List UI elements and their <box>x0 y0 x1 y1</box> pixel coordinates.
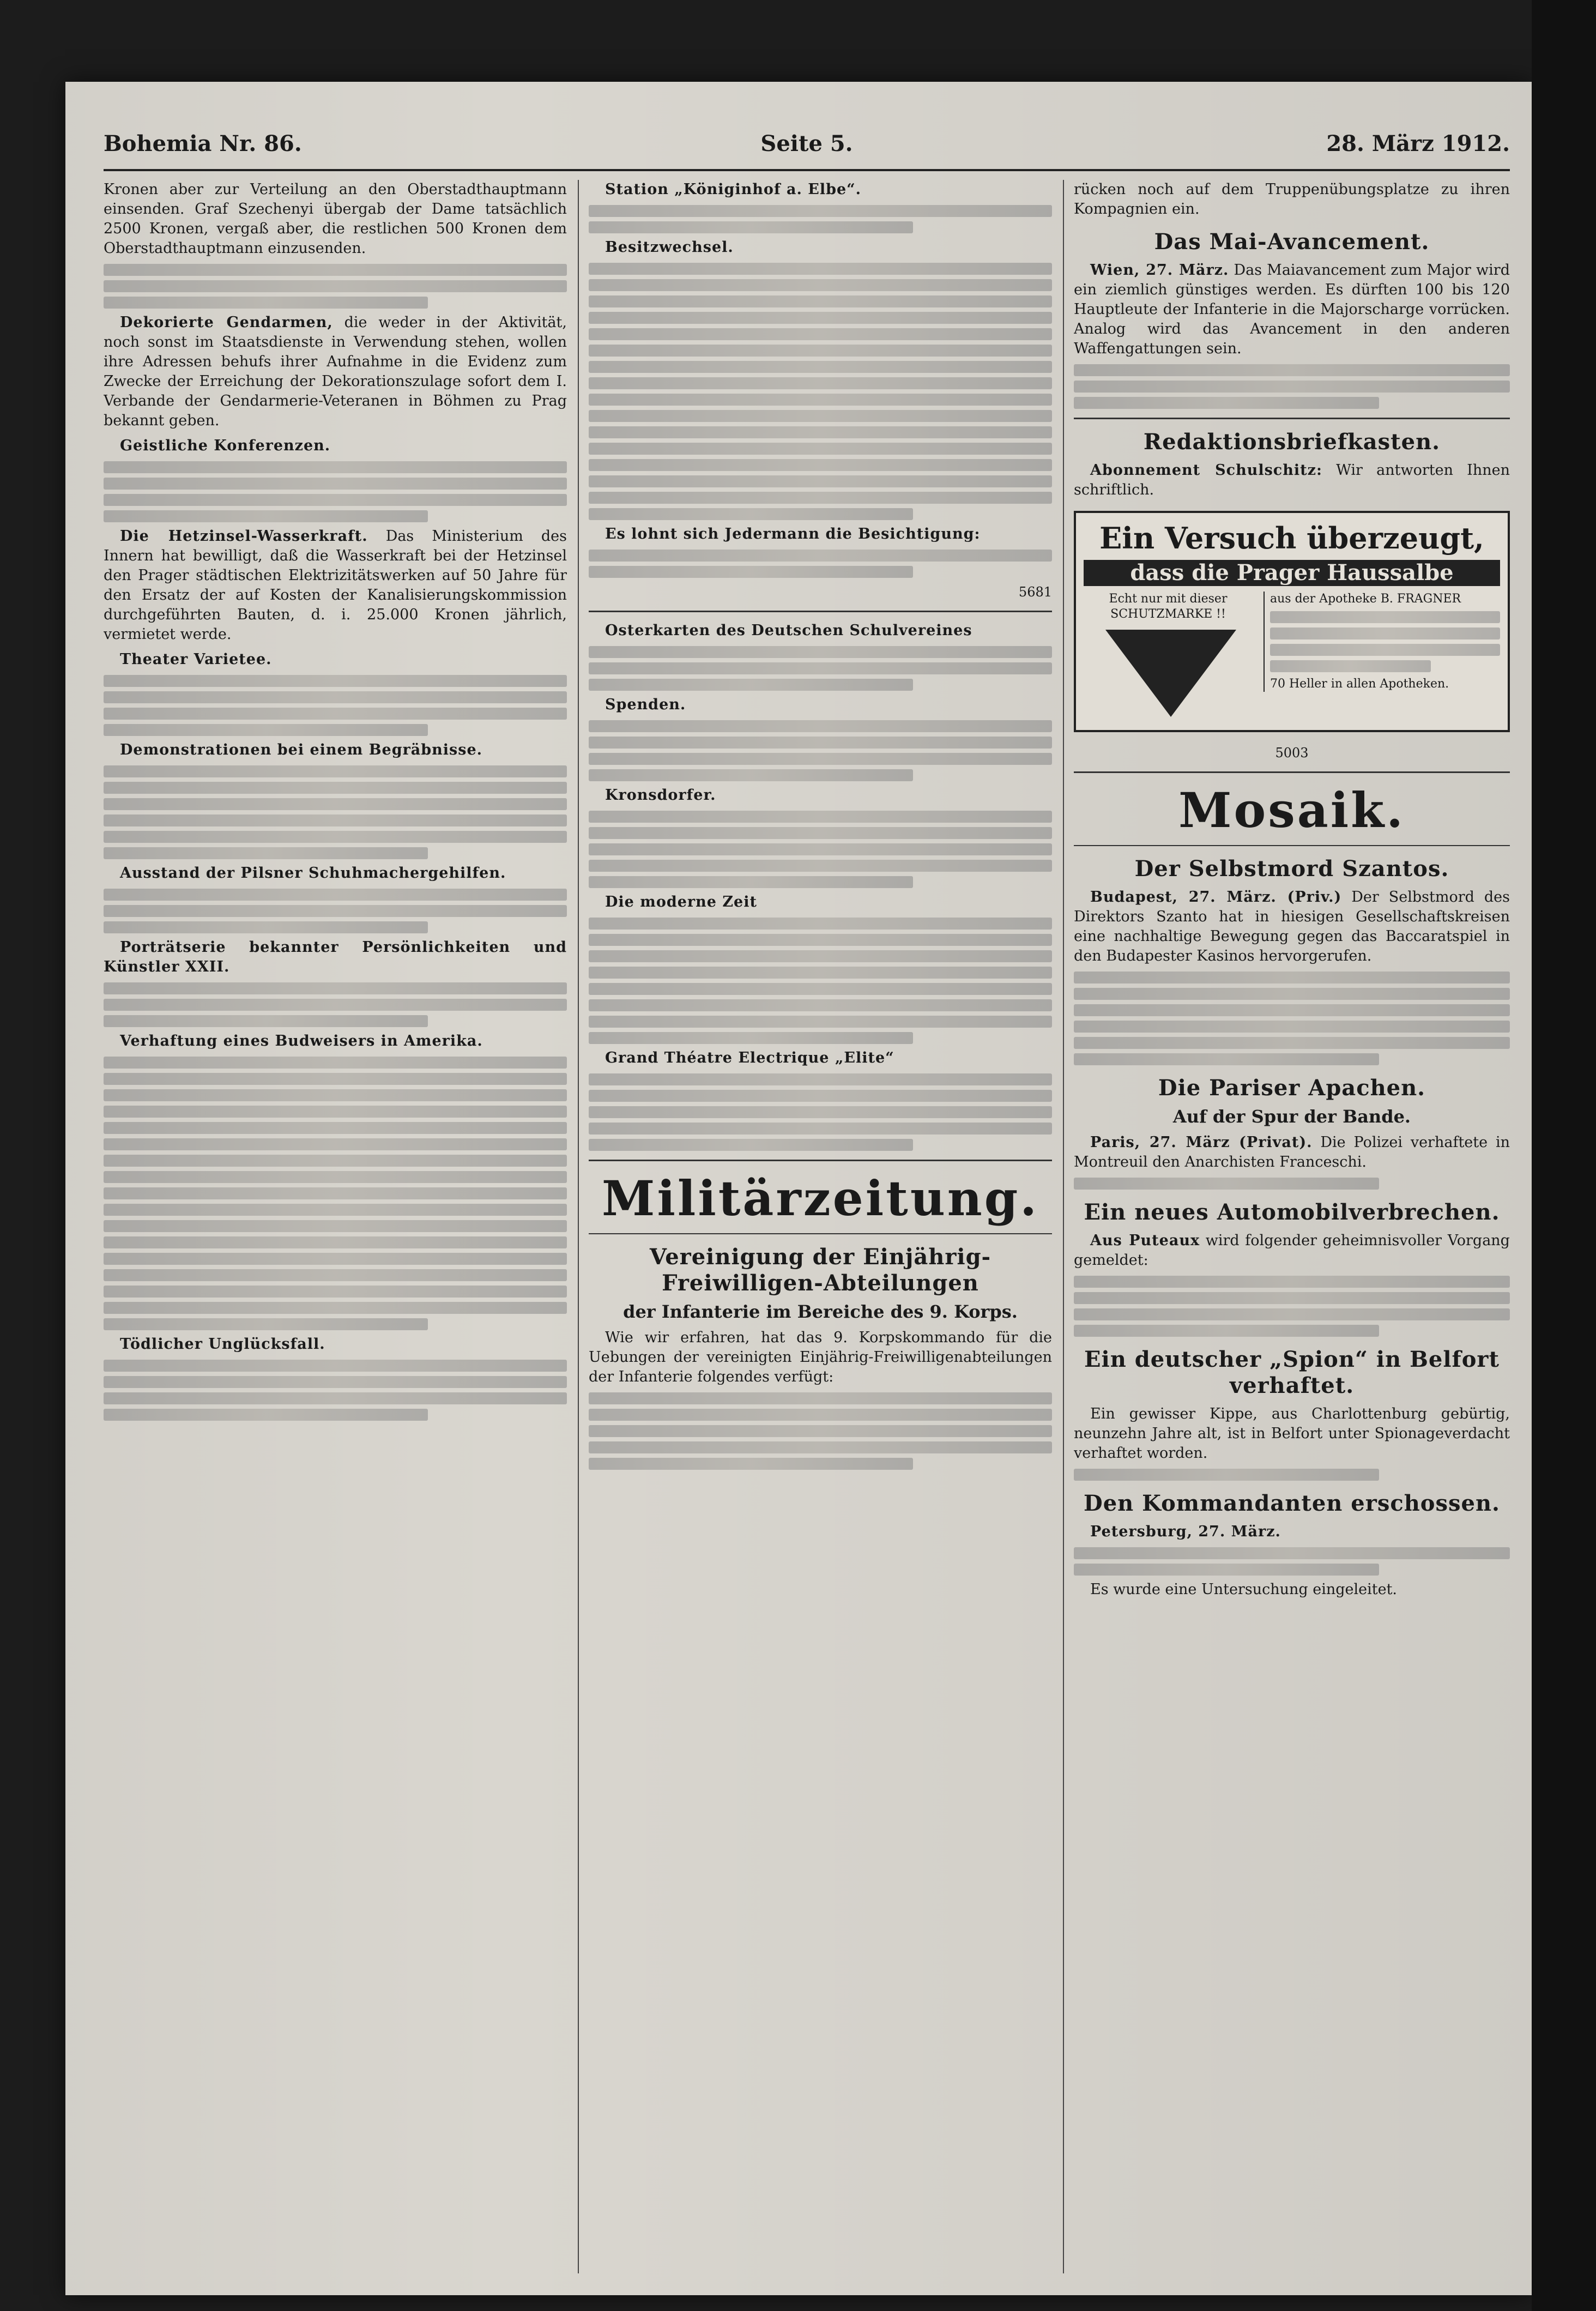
illegible-text <box>589 492 1052 504</box>
article-text: Ein gewisser Kippe, aus Charlottenburg gebürtig, neunzehn Jahre alt, ist in Belfort unter Spionageverdacht verhaftet worden. <box>1074 1405 1510 1462</box>
illegible-text <box>104 814 567 826</box>
ad-price: 70 Heller in allen Apotheken. <box>1270 677 1449 691</box>
illegible-text <box>589 1073 1052 1085</box>
article-lead: Dekorierte Gendarmen, <box>120 314 333 331</box>
scan-edge <box>1532 0 1596 2311</box>
illegible-text <box>1270 627 1500 639</box>
article-text: Das Ministerium des Innern hat bewilligt, daß die Wasserkraft bei der Hetzinsel den Prager städtischen Elektrizitätswerken auf 50 Jahre für den Ersatz der auf Kosten der Kanalisierungskommission durchgeführten Bauten, d. i. 25.000 Kronen jährlich, vermietet werde. <box>104 528 567 643</box>
illegible-text <box>589 1090 1052 1102</box>
section-divider <box>589 611 1052 612</box>
illegible-text <box>589 345 1052 357</box>
illegible-text <box>104 1015 428 1027</box>
ad-number: 5681 <box>1018 584 1052 600</box>
article-lead: Theater Varietee. <box>120 651 272 668</box>
illegible-text <box>589 753 1052 765</box>
article-text: die weder in der Aktivität, noch sonst im Staatsdienste in Verwendung stehen, wollen ihre Adressen behufs ihrer Aufnahme in die Evidenz zum Zwecke der Erreichung der Dekorationszulage sofort dem I. Verbande der Gendarmerie-Veteranen in Böhmen zu Prag bekannt geben. <box>104 314 567 429</box>
illegible-text <box>589 737 1052 749</box>
illegible-text <box>104 999 567 1011</box>
section-divider <box>589 1233 1052 1234</box>
illegible-text <box>104 1089 567 1101</box>
ad-title: Ein Versuch überzeugt, <box>1099 521 1484 556</box>
illegible-text <box>104 1302 567 1314</box>
article-lead: Grand Théatre Electrique „Elite“ <box>605 1049 894 1066</box>
article-lead: Wien, 27. März. <box>1090 262 1229 279</box>
article-lead: Ausstand der Pilsner Schuhmachergehilfen. <box>120 865 506 882</box>
illegible-text <box>589 843 1052 855</box>
article-lead: Kronsdorfer. <box>605 787 716 804</box>
illegible-text <box>589 566 913 578</box>
illegible-text <box>589 918 1052 930</box>
article-paragraph <box>104 1335 567 1354</box>
illegible-text <box>104 1236 567 1248</box>
illegible-text <box>104 1204 567 1216</box>
section-divider <box>589 1160 1052 1161</box>
illegible-text <box>589 934 1052 946</box>
illegible-text <box>589 646 1052 658</box>
illegible-text <box>1074 988 1510 1000</box>
ad-trademark-note: Echt nur mit dieser SCHUTZMARKE !! <box>1109 592 1228 621</box>
article-lead: Paris, 27. März (Privat). <box>1090 1134 1313 1151</box>
article-paragraph <box>589 180 1052 200</box>
illegible-text <box>104 831 567 843</box>
article-lead: Besitzwechsel. <box>605 239 734 256</box>
illegible-text <box>104 494 567 506</box>
illegible-text <box>104 1360 567 1372</box>
article-lead: Die moderne Zeit <box>605 894 757 910</box>
illegible-text <box>1074 1053 1379 1065</box>
illegible-text <box>1074 1037 1510 1049</box>
section-divider <box>1074 845 1510 846</box>
article-text: Es wurde eine Untersuchung eingeleitet. <box>1090 1581 1398 1598</box>
article-lead: Aus Puteaux <box>1090 1232 1200 1249</box>
illegible-text <box>1270 611 1500 623</box>
section-title-mosaik: Mosaik. <box>1178 782 1405 838</box>
article-headline: Die Pariser Apachen. <box>1158 1075 1426 1101</box>
article-lead: Budapest, 27. März. (Priv.) <box>1090 889 1342 906</box>
article-paragraph <box>104 650 567 669</box>
illegible-text <box>104 297 428 309</box>
article-headline: Ein deutscher „Spion“ in Belfort verhaftet. <box>1084 1347 1500 1398</box>
issue-date: 28. März 1912. <box>1326 131 1510 156</box>
illegible-text <box>104 1318 428 1330</box>
illegible-text <box>1074 972 1510 983</box>
illegible-text <box>589 295 1052 307</box>
illegible-text <box>589 1123 1052 1135</box>
illegible-text <box>1074 1276 1510 1288</box>
illegible-text <box>1074 1292 1510 1304</box>
illegible-text <box>589 662 1052 674</box>
illegible-text <box>104 724 428 736</box>
illegible-text <box>1074 381 1510 393</box>
illegible-text <box>589 1425 1052 1437</box>
article-headline: Den Kommandanten erschossen. <box>1084 1491 1500 1516</box>
illegible-text <box>104 765 567 777</box>
article-headline: Der Selbstmord Szantos. <box>1134 856 1449 882</box>
column-2 <box>589 180 1052 2273</box>
illegible-text <box>104 1106 567 1118</box>
illegible-text <box>589 328 1052 340</box>
ad-body <box>1084 592 1500 722</box>
article-text: Wir antworten Ihnen schriftlich. <box>1074 462 1510 498</box>
section-divider <box>1074 418 1510 419</box>
illegible-text <box>1270 660 1431 672</box>
illegible-text <box>589 443 1052 455</box>
article-paragraph <box>589 238 1052 257</box>
illegible-text <box>589 394 1052 406</box>
column-1 <box>104 180 567 2273</box>
article-paragraph <box>589 621 1052 641</box>
illegible-text <box>1270 644 1500 656</box>
ad-number: 5003 <box>1275 745 1309 761</box>
illegible-text <box>589 361 1052 373</box>
article-lead: Osterkarten des Deutschen Schulvereines <box>605 622 972 639</box>
ad-text <box>1264 592 1500 692</box>
illegible-text <box>104 1269 567 1281</box>
illegible-text <box>589 550 1052 562</box>
article-lead: Tödlicher Unglücksfall. <box>120 1336 325 1353</box>
illegible-text <box>104 280 567 292</box>
illegible-text <box>589 312 1052 324</box>
illegible-text <box>1074 1004 1510 1016</box>
article-headline: Ein neues Automobilverbrechen. <box>1084 1199 1500 1225</box>
column-rule <box>578 180 579 2273</box>
masthead-issue: Bohemia Nr. 86. <box>104 131 302 156</box>
illegible-text <box>1074 1308 1510 1320</box>
article-paragraph <box>104 864 567 883</box>
illegible-text <box>589 860 1052 872</box>
illegible-text <box>104 1376 567 1388</box>
illegible-text <box>1074 1469 1379 1481</box>
illegible-text <box>589 679 913 691</box>
illegible-text <box>1074 1547 1510 1559</box>
illegible-text <box>1074 1178 1379 1190</box>
article-text: rücken noch auf dem Truppenübungsplatze zu ihren Kompagnien ein. <box>1074 181 1510 218</box>
illegible-text <box>589 508 913 520</box>
illegible-text <box>104 1220 567 1232</box>
trademark-triangle-icon <box>1105 630 1236 717</box>
illegible-text <box>589 811 1052 823</box>
illegible-text <box>589 1016 1052 1028</box>
illegible-text <box>104 691 567 703</box>
article-paragraph <box>589 892 1052 912</box>
article-paragraph <box>104 1031 567 1051</box>
article-lead: Abonnement Schulschitz: <box>1090 462 1322 479</box>
article-paragraph <box>104 436 567 456</box>
section-divider <box>1074 771 1510 773</box>
article-lead: Es lohnt sich Jedermann die Besichtigung: <box>605 526 981 542</box>
illegible-text <box>104 847 428 859</box>
illegible-text <box>589 769 913 781</box>
illegible-text <box>104 1409 428 1421</box>
illegible-text <box>104 982 567 994</box>
illegible-text <box>104 1171 567 1183</box>
article-headline: Vereinigung der Einjährig-Freiwilligen-Abteilungen <box>649 1244 992 1296</box>
illegible-text <box>1074 1325 1379 1337</box>
illegible-text <box>589 279 1052 291</box>
illegible-text <box>589 1139 913 1151</box>
ad-band: dass die Prager Haussalbe <box>1084 560 1500 586</box>
article-paragraph <box>589 695 1052 715</box>
illegible-text <box>104 1286 567 1298</box>
illegible-text <box>104 264 567 276</box>
illegible-text <box>104 708 567 720</box>
article-lead: Verhaftung eines Budweisers in Amerika. <box>120 1033 483 1049</box>
article-paragraph <box>589 524 1052 544</box>
article-text: wird folgender geheimnisvoller Vorgang gemeldet: <box>1074 1232 1510 1269</box>
page-number: Seite 5. <box>760 131 853 156</box>
illegible-text <box>589 426 1052 438</box>
illegible-text <box>104 1392 567 1404</box>
illegible-text <box>589 1392 1052 1404</box>
article-lead: Station „Königinhof a. Elbe“. <box>605 181 862 198</box>
illegible-text <box>104 798 567 810</box>
illegible-text <box>589 221 913 233</box>
illegible-text <box>589 263 1052 275</box>
article-headline: Das Mai-Avancement. <box>1154 229 1430 255</box>
illegible-text <box>589 459 1052 471</box>
illegible-text <box>589 410 1052 422</box>
article-lead: Spenden. <box>605 696 686 713</box>
illegible-text <box>589 720 1052 732</box>
illegible-text <box>589 377 1052 389</box>
article-text: Das Maiavancement zum Major wird ein ziemlich günstiges werden. Es dürften 100 bis 120 Hauptleute der Infanterie in die Majorscharge vorrücken. Analog wird das Avancement in den anderen Waffengattungen sein. <box>1074 262 1510 357</box>
article-text: Die Polizei verhaftete in Montreuil den Anarchisten Franceschi. <box>1074 1134 1510 1170</box>
illegible-text <box>589 1032 913 1044</box>
column-3 <box>1074 180 1510 2273</box>
illegible-text <box>589 1458 913 1470</box>
illegible-text <box>104 889 567 901</box>
article-text: Wie wir erfahren, hat das 9. Korpskommando für die Uebungen der vereinigten Einjährig-Freiwilligenabteilungen der Infanterie folgendes verfügt: <box>589 1329 1052 1385</box>
illegible-text <box>104 921 428 933</box>
illegible-text <box>589 876 913 888</box>
illegible-text <box>589 1409 1052 1421</box>
illegible-text <box>1074 364 1510 376</box>
illegible-text <box>589 827 1052 839</box>
illegible-text <box>104 478 567 490</box>
article-paragraph <box>1074 261 1510 359</box>
article-paragraph <box>1074 1522 1510 1542</box>
article-lead: Petersburg, 27. März. <box>1090 1523 1281 1540</box>
illegible-text <box>104 1253 567 1265</box>
article-headline: Redaktionsbriefkasten. <box>1143 429 1441 455</box>
article-text: Kronen aber zur Verteilung an den Oberstadthauptmann einsenden. Graf Szechenyi übergab der Dame tatsächlich 2500 Kronen, vergaß aber, die restlichen 500 Kronen dem Oberstadthauptmann einzusenden. <box>104 181 567 257</box>
article-paragraph <box>104 313 567 431</box>
illegible-text <box>1074 1021 1510 1033</box>
article-paragraph <box>104 527 567 644</box>
article-paragraph <box>589 786 1052 805</box>
illegible-text <box>589 983 1052 995</box>
illegible-text <box>104 1073 567 1085</box>
illegible-text <box>589 950 1052 962</box>
section-title-militaerzeitung: Militärzeitung. <box>602 1170 1039 1227</box>
column-rule <box>1063 180 1064 2273</box>
article-paragraph <box>104 938 567 977</box>
article-lead: Porträtserie bekannter Persönlichkeiten und Künstler XXII. <box>104 939 567 975</box>
page-header <box>104 125 1510 171</box>
ad-pharmacy: aus der Apotheke B. FRAGNER <box>1270 592 1461 606</box>
illegible-text <box>104 782 567 794</box>
article-paragraph <box>1074 1133 1510 1172</box>
illegible-text <box>104 510 428 522</box>
newspaper-page <box>65 82 1532 2295</box>
illegible-text <box>104 461 567 473</box>
article-paragraph <box>1074 1231 1510 1270</box>
article-paragraph <box>1074 888 1510 966</box>
advertisement-haussalbe <box>1074 511 1510 732</box>
illegible-text <box>104 1138 567 1150</box>
illegible-text <box>589 1441 1052 1453</box>
illegible-text <box>1074 397 1379 409</box>
article-paragraph <box>1074 461 1510 500</box>
article-subheadline: der Infanterie im Bereiche des 9. Korps. <box>623 1301 1018 1322</box>
illegible-text <box>104 675 567 687</box>
illegible-text <box>589 1106 1052 1118</box>
illegible-text <box>104 1187 567 1199</box>
article-lead: Geistliche Konferenzen. <box>120 437 331 454</box>
illegible-text <box>589 999 1052 1011</box>
illegible-text <box>589 967 1052 979</box>
article-subheadline: Auf der Spur der Bande. <box>1172 1106 1411 1127</box>
illegible-text <box>104 1057 567 1069</box>
article-paragraph <box>104 740 567 760</box>
illegible-text <box>589 205 1052 217</box>
article-lead: Demonstrationen bei einem Begräbnisse. <box>120 741 483 758</box>
illegible-text <box>104 905 567 917</box>
illegible-text <box>104 1155 567 1167</box>
illegible-text <box>1074 1564 1379 1576</box>
illegible-text <box>104 1122 567 1134</box>
article-lead: Die Hetzinsel-Wasserkraft. <box>120 528 368 545</box>
illegible-text <box>589 475 1052 487</box>
article-paragraph <box>589 1048 1052 1068</box>
article-text: Der Selbstmord des Direktors Szanto hat in hiesigen Gesellschaftskreisen eine nachhaltige Bewegung gegen das Baccaratspiel in den Budapester Kasinos hervorgerufen. <box>1074 889 1510 964</box>
